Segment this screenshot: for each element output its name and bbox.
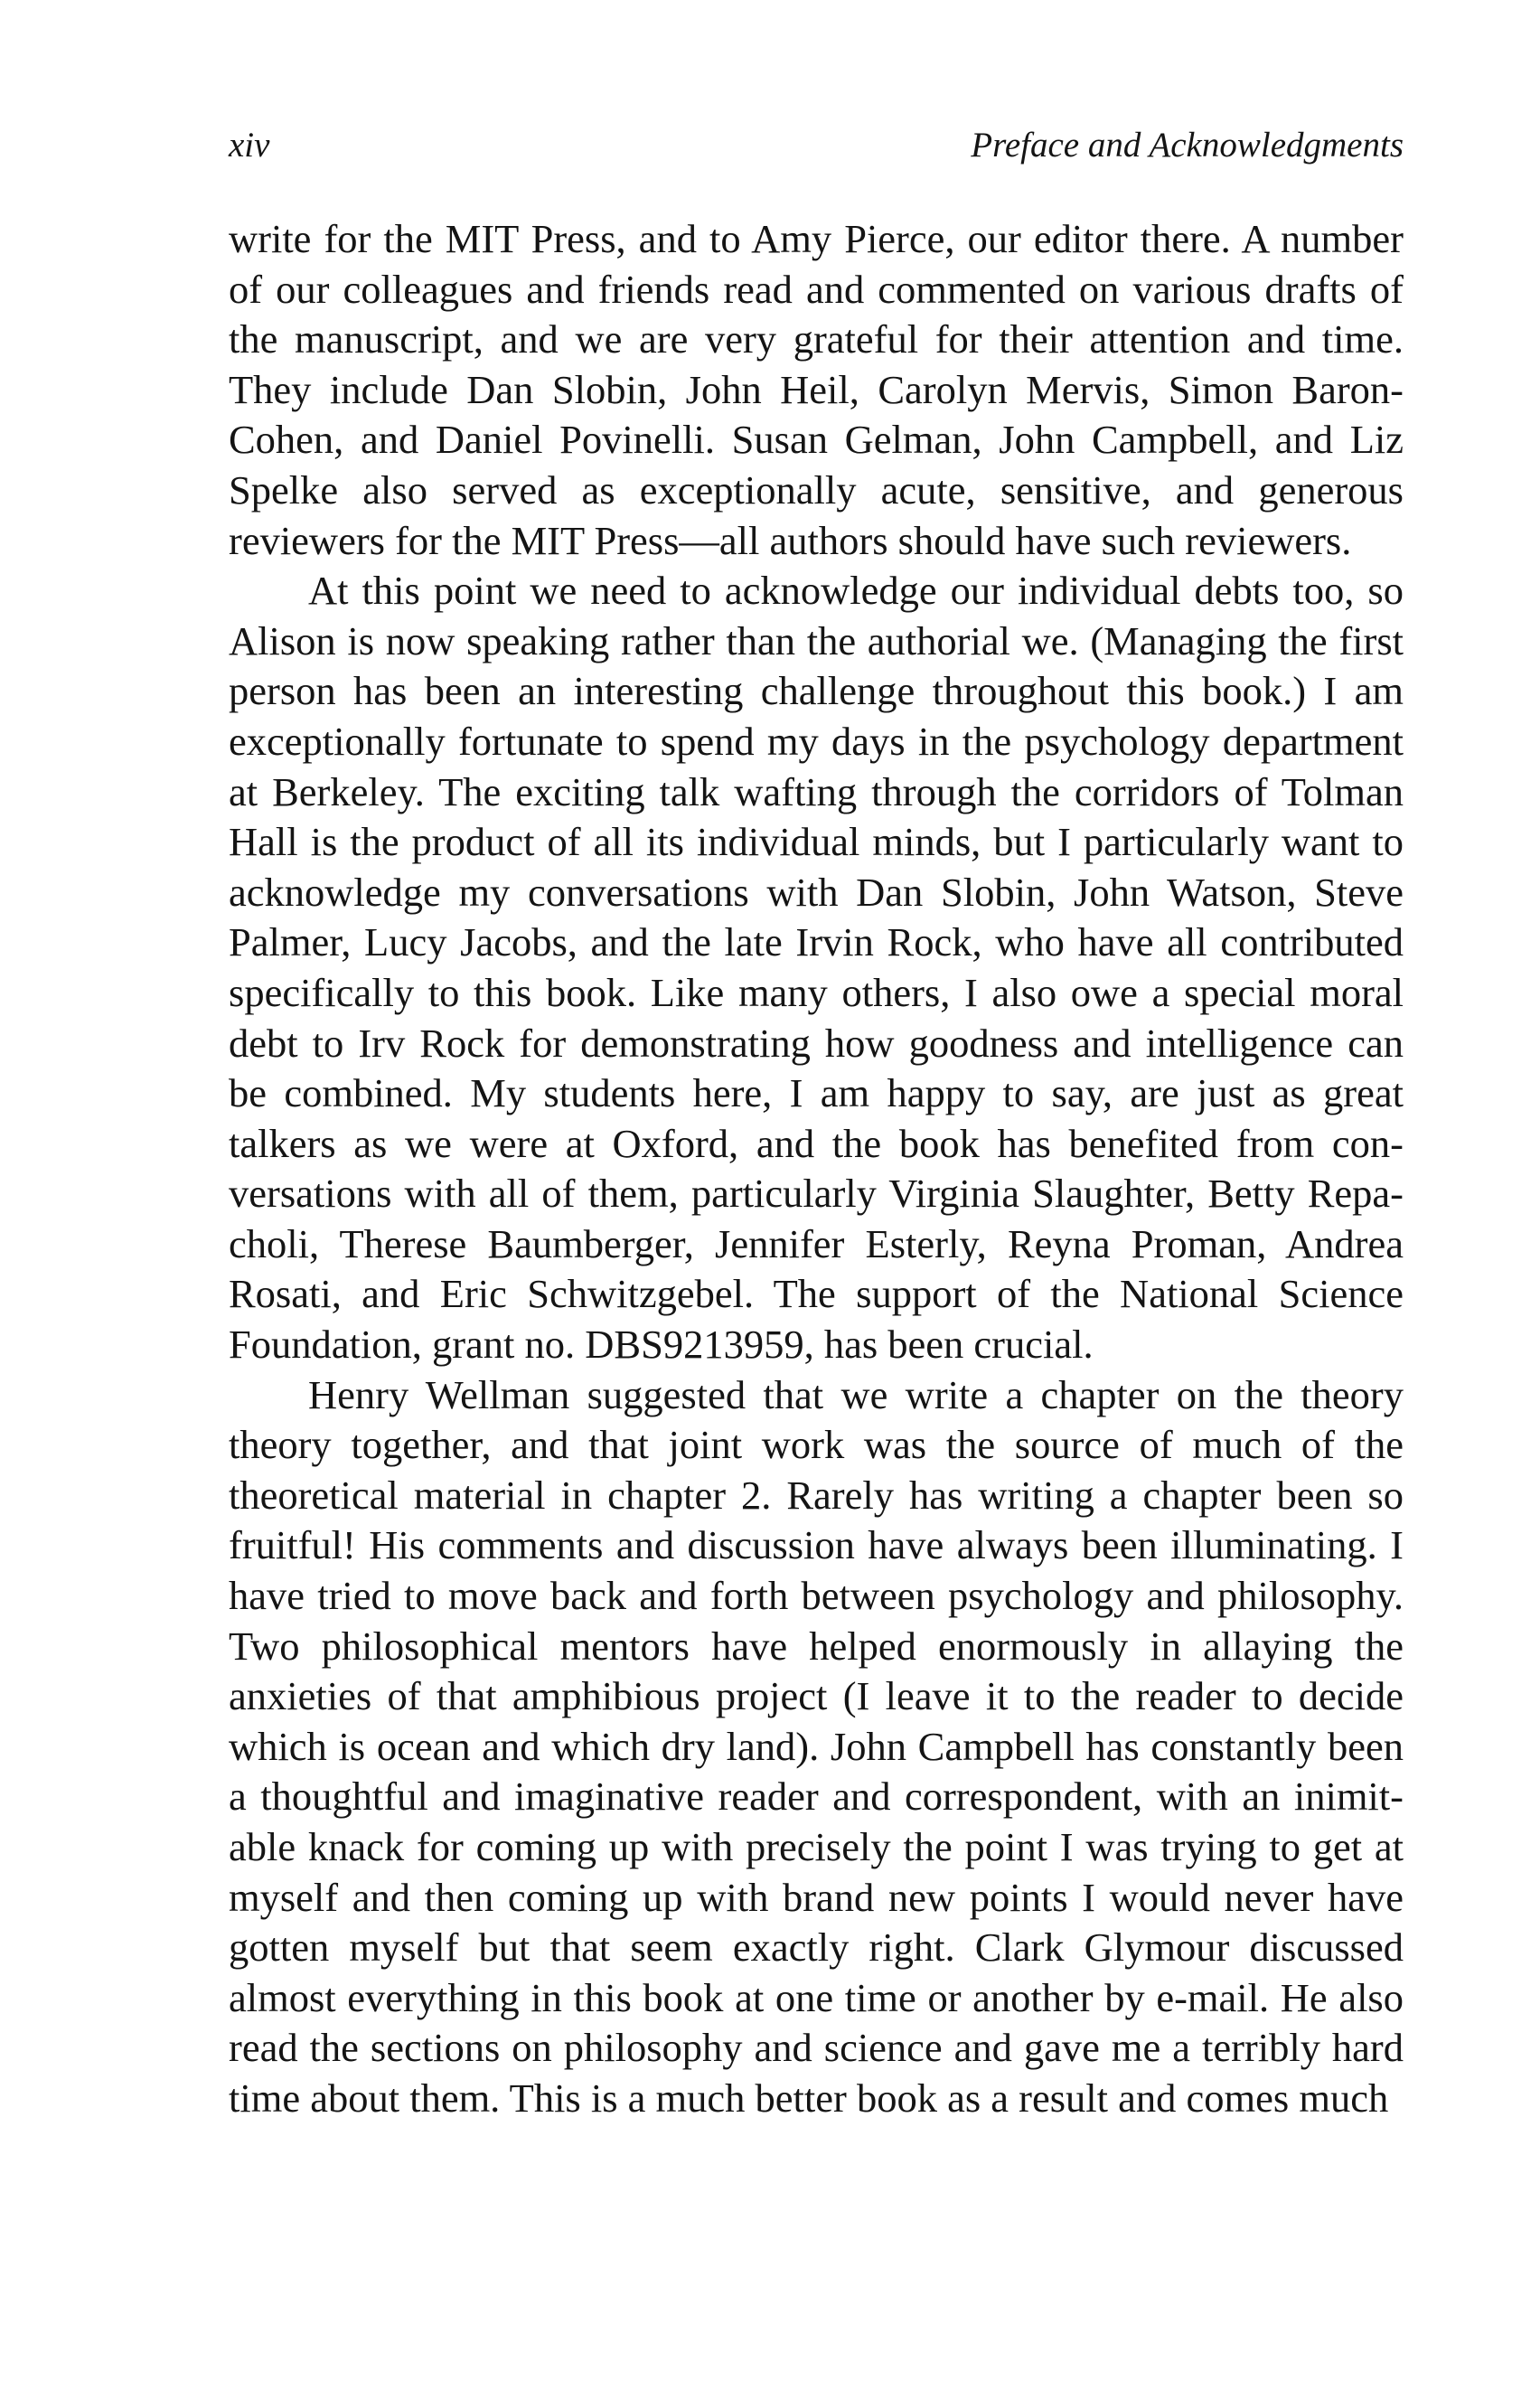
running-title: Preface and Acknowledgments xyxy=(971,126,1404,165)
page-number: xiv xyxy=(229,126,270,165)
paragraph-continued: write for the MIT Press, and to Amy Pierce, our editor there. A number of our colleagues and friends read and commented on various drafts of the manuscript, and we are very grateful for their attention and time. They include Dan Slobin, John Heil, Carolyn Mervis, Simon Baron-Cohen, and Daniel Povinelli. Susan Gelman, John Campbell, and Liz Spelke also served as exceptionally acute, sensitive, and generous reviewers for the MIT Press—all authors should have such reviewers. xyxy=(229,216,1404,563)
body-text xyxy=(229,214,1404,2124)
paragraph-henry-wellman: Henry Wellman suggested that we write a chapter on the theory theory together, and that joint work was the source of much of the theoretical material in chapter 2. Rarely has writing a chapter been so fruitful! His comments and discussion have always been illuminating. I have tried to move back and forth between psychology and philosophy. Two philosophical mentors have helped enormously in allaying the anxieties of that amphibious project (I leave it to the reader to decide which is ocean and which dry land). John Campbell has constantly been a thoughtful and imaginative reader and correspondent, with an inimitable knack for coming up with precisely the point I was trying to get at myself and then coming up with brand new points I would never have gotten myself but that seem exactly right. Clark Glymour discussed almost everything in this book at one time or another by e-mail. He also read the sections on philosophy and science and gave me a terribly hard time about them. This is a much better book as a result and comes much xyxy=(229,1371,1404,2121)
running-head xyxy=(229,125,1404,179)
paragraph-individual-debts: At this point we need to acknowledge our individual debts too, so Alison is now speaking rather than the authorial we. (Managing the first person has been an interesting challenge throughout this book.) I am exceptionally fortunate to spend my days in the psychology department at Berkeley. The exciting talk wafting through the corridors of Tolman Hall is the product of all its individual minds, but I particularly want to acknowledge my conversations with Dan Slobin, John Watson, Steve Palmer, Lucy Jacobs, and the late Irvin Rock, who have all contributed specifically to this book. Like many others, I also owe a special moral debt to Irv Rock for demonstrating how goodness and intelligence can be combined. My students here, I am happy to say, are just as great talkers as we were at Oxford, and the book has benefited from conversations with all of them, particularly Virginia Slaughter, Betty Repacholi, Therese Baumberger, Jennifer Esterly, Reyna Proman, Andrea Rosati, and Eric Schwitzgebel. The support of the National Science Foundation, grant no. DBS9213959, has been crucial. xyxy=(229,568,1404,1368)
